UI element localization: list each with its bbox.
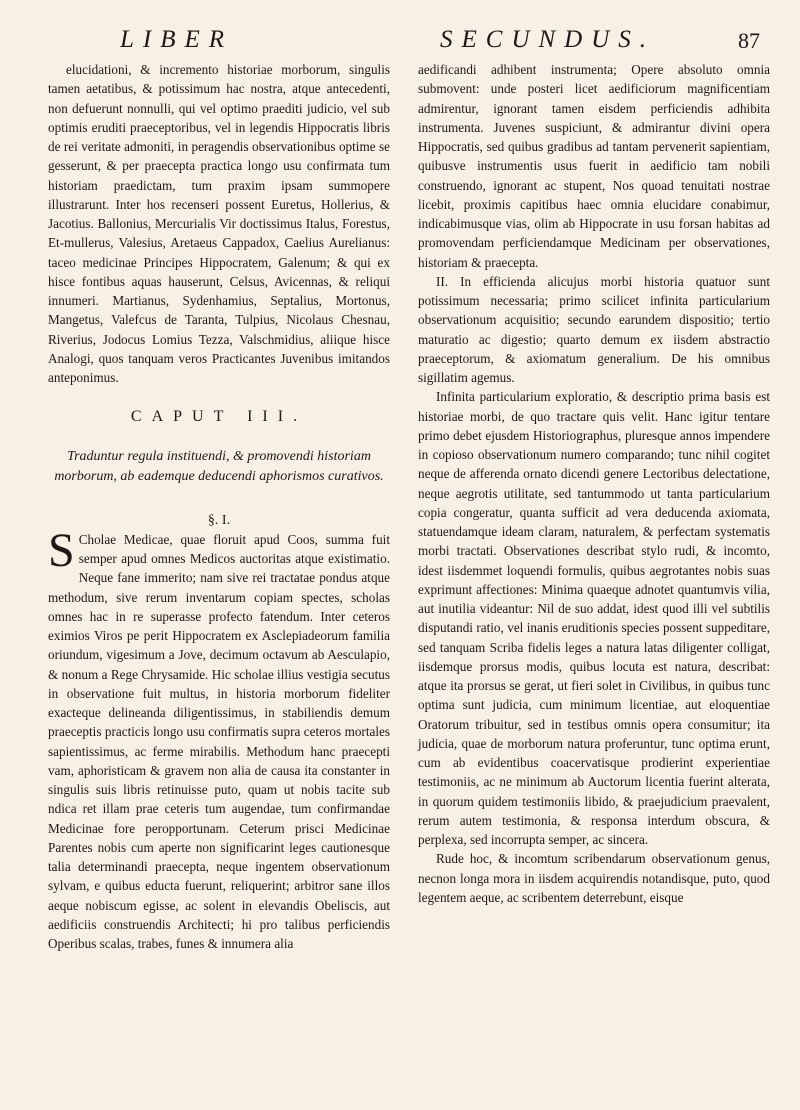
paragraph: elucidationi, & incremento historiae morborum, singulis tamen aetatibus, & potissimum hac nostra, atque antecedenti, non defuerunt nonnulli, qui vel optimo praediti judicio, vel sub optimis eruditi praeceptoribus, vel in legendis Hippocratis libris de rei veritate admoniti, in peragendis observationibus optime se gesserunt, & per praecepta practica longo usu confirmata tum historiam praedictam, tum praxim ipsam summopere illustrarunt. Inter hos recenseri possent Euretus, Hollerius, & Jacotius. Ballonius, Mercurialis Vir doctissimus Italus, Forestus, Et-mullerus, Valesius, Aretaeus Cappadox, Caelius Aurelianus: taceo medicinae Principes Hippocratem, Galenum; & qui ex hisce fontibus aquas hauserunt, Celsus, Avicennas, & reliqui innumeri. Martianus, Sydenhamius, Septalius, Mortonus, Mangetus, Valefcus de Taranta, Tulpius, Nicolaus Chesnau, Riverius, Jodocus Lomius Tezza, Valschmidius, aliique hisce Analogi, quos tanquam veros Practicantes Juvenibus imitandos anteponimus.	[48, 62, 390, 385]
paragraph: II. In efficienda alicujus morbi historia quatuor sunt potissimum necessaria; primo scilicet infinita particularium observationum acquisitio; secundo earundem dispositio; tertio maturatio ac digestio; quarto demum ex iisdem abstractio praeceptorum, & axiomatum generalium. De his omnibus sigillatim agemus.	[418, 273, 770, 385]
running-title-left: LIBER	[120, 26, 234, 53]
paragraph: Infinita particularium exploratio, & descriptio prima basis est historiae morbi, de quo tractare quis velit. Hanc igitur tentare primo debet ejusdem Historiographus, pluresque annos impendere in copioso observationum numero comparando; tunc nihil cogitet neque de afferenda ornato dicendi genere Lectoribus delectatione, neque aegrotis utilitate, sed tantummodo ut tanta particularium copia congeratur, quanta sufficit ad vera deducenda axiomata, statuendamque ideam claram, naturalem, & perfectam systematis morbi tractati. Observationes describat stylo rudi, & incomto, idest iisdemmet loquendi formulis, quibus aegrotantes nobis suas exprimunt affectiones: Minima quaeque adnotet quantumvis vilia, aut inutilia videantur: Nil de suo addat, idest quod illi vel subtilis disputandi ratio, vel inanis eruditionis species possent suppeditare, sed tanquam Scriba fidelis leges a natura latas diligenter colligat, iisdemque prorsus modis, quibus locuta est natura, describat: atque ita prorsus se gerat, ut fieri solet in Civilibus, in quibus tunc optima sunt judicia, cum minimum licentiae, aut eloquentiae Oratorum tribuitur, sed in testibus omnis opera consumitur; ita judicia, quae de morborum natura proferuntur, tunc optima erunt, cum ab evidentibus coacervatisque prodierint experientiae testimoniis, ac ne minimum ab Auctorum licentia fuerint alterata, in quorum quidem testimoniis libido, & praejudicium praevalent, rerum autem testimonia, & responsa interdum obscura, & perplexa, sed incorrupta semper, ac sincera.	[418, 389, 770, 847]
paragraph: aedificandi adhibent instrumenta; Opere absoluto omnia submovent: unde posteri licet aedificiorum magnificentiam admirentur, ignorant tamen eisdem perficiendis adhibita instrumenta. Juvenes suspiciunt, & admirantur divini opera Hippocratis, sed quibus gradibus ad tantam pervenerit sapientiam, quibusve instrumentis usus fuerit in aedificio tam nobili construendo, ignorant ac stupent, Nos quoad tenuitati nostrae licebit, proximis capitibus haec omnia elucidare conabimur, indicabimusque vias, olim ab Hippocrate in usu forsan habitas ad promovendam perficiendamque Medicinam per observationes, historiam & praecepta.	[418, 62, 770, 270]
left-column	[48, 60, 390, 953]
page-number: 87	[738, 28, 760, 53]
right-column	[418, 60, 770, 907]
drop-capital: S	[48, 523, 75, 577]
chapter-heading: CAPUT III.	[130, 408, 308, 426]
running-title-right: SECUNDUS.	[440, 26, 656, 53]
paragraph-text: Cholae Medicae, quae floruit apud Coos, summa fuit semper apud omnes Medicos auctoritas atque existimatio. Neque fane immerito; nam sive rei tractatae pondus atque methodum, sive rerum inventarum copiam spectes, scholas omnes hac in re superasse profecto fatendum. Inter ceteros eximios Viros pe perit Hippocratem ex Asclepiadeorum familia oriundum, vigesimum a Jove, decimum octavum ab Aesculapio, & nonum a Rege Chrysamide. Hic scholae illius vestigia secutus in observatione fuit multus, in historia morborum fideliter exacteque delineanda diligentissimus, in stabiliendis demum praeceptis practicis longo usu confirmatis supra ceteros mortales sapientissimus, ac ferme mirabilis. Methodum hanc praecepti vam, aphoristicam & gravem non alia de causa ita constanter in singulis suis libris retinuisse puto, quam ut nobis tacite sub ndica ret illam prae ceteris tum augendae, tum confirmandae Medicinae fore peropportunam. Ceterum prisci Medicinae Parentes nobis cum aperte non significarint leges cautionesque talia determinandi praecepta, neque ingentem observationum sylvam, e quibus educta fuerunt, reliquerint; arbitror sane illos aeque nobiscum egisse, ac solent in elevandis Obeliscis, aut aedificiis construendis Architecti; hi pro talibus perficiendis Operibus scalas, trabes, funes & innumera alia	[48, 531, 390, 951]
paragraph: Rude hoc, & incomtum scribendarum observationum genus, necnon longa mora in iisdem acquirendis notandisque, puto, quod legentem aeque, ac scribentem deterrebunt, eisque	[418, 851, 770, 905]
chapter-title: Traduntur regula instituendi, & promovendi historiam morborum, ab eademque deducendi aphorismos curativos.	[54, 448, 384, 484]
paragraph	[48, 523, 390, 954]
running-header	[40, 20, 760, 60]
section-number: §. I.	[207, 512, 231, 528]
